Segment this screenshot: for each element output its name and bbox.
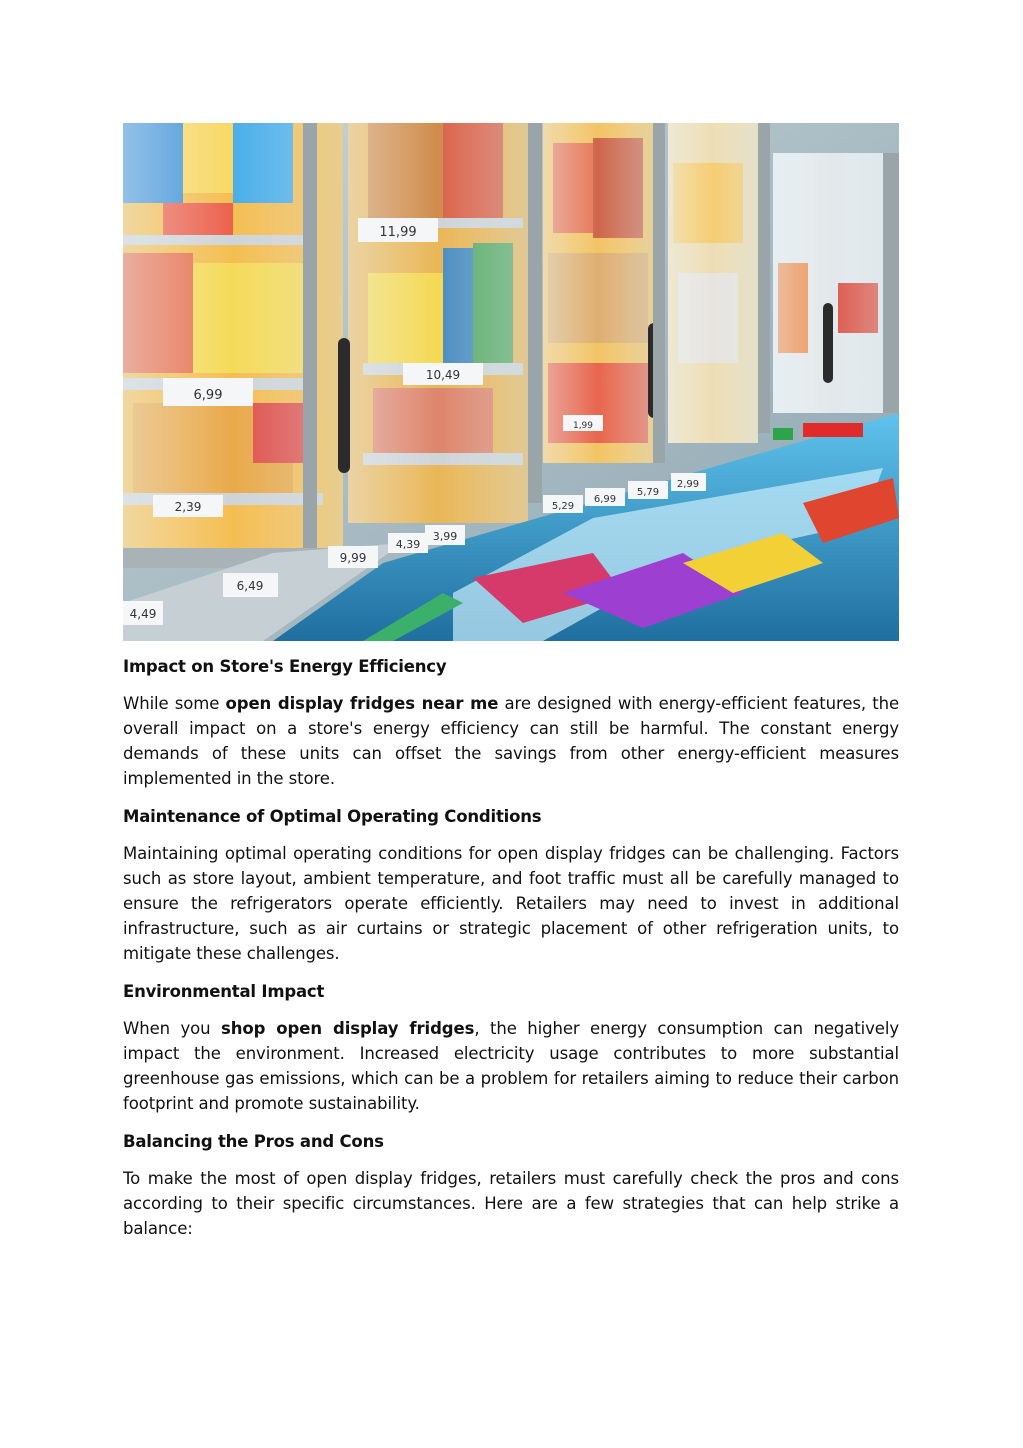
paragraph-text: Maintaining optimal operating conditions for open display fridges can be challenging. Factors such as store layout, ambient temperature, and foot traffic must all be carefully managed to ensure the refrigerators operate efficiently. Retailers may need to invest in additional infrastructure, such as air curtains or strategic placement of other refrigeration units, to mitigate these challenges. [123,844,899,963]
svg-text:1,99: 1,99 [572,421,594,431]
svg-text:6,49: 6,49 [236,579,264,593]
freezer-door-5 [773,153,899,413]
svg-text:6,99: 6,99 [193,388,223,403]
svg-text:4,49: 4,49 [129,607,157,621]
keyword-shop-open-display-fridges: shop open display fridges [221,1019,475,1038]
svg-text:2,39: 2,39 [174,500,202,514]
svg-text:11,99: 11,99 [379,225,417,240]
freezer-door-4 [668,123,770,443]
section-heading-balancing: Balancing the Pros and Cons [123,1132,384,1151]
svg-text:4,39: 4,39 [395,538,421,551]
svg-text:10,49: 10,49 [425,368,461,382]
paragraph-text: , the higher energy consumption can negatively impact the environment. Increased electricity usage contributes to more substantial greenhouse gas emissions, which can be a problem for retailers aiming to reduce their carbon footprint and promote sustainability. [123,1019,900,1113]
refrigerated-display-freezers-photo [123,123,899,641]
svg-text:6,99: 6,99 [593,494,617,505]
section-paragraph-balancing [123,1166,899,1241]
svg-text:3,99: 3,99 [432,530,458,543]
svg-text:5,29: 5,29 [551,501,575,512]
section-paragraph-maintenance [123,841,899,966]
svg-text:9,99: 9,99 [339,551,367,565]
keyword-open-display-fridges-near-me: open display fridges near me [225,694,499,713]
svg-text:5,79: 5,79 [636,487,660,498]
paragraph-text: While some [123,694,226,713]
section-heading-maintenance: Maintenance of Optimal Operating Conditions [123,807,542,826]
paragraph-text: To make the most of open display fridges, retailers must carefully check the pros and cons according to their specific circumstances. Here are a few strategies that can help strike a balance: [123,1169,899,1238]
section-heading-energy-efficiency: Impact on Store's Energy Efficiency [123,657,447,676]
article-body [123,654,899,1254]
freezer-door-2 [338,123,542,523]
svg-text:2,99: 2,99 [676,479,700,490]
freezer-door-3 [543,123,665,463]
section-heading-environmental-impact: Environmental Impact [123,982,325,1001]
paragraph-text: When you [123,1019,221,1038]
section-paragraph-energy-efficiency [123,691,899,791]
section-paragraph-environmental-impact [123,1016,899,1116]
paragraph-text: are designed with energy-efficient features, the overall impact on a store's energy efficiency can still be harmful. The constant energy demands of these units can offset the savings from other energy-efficient measures implemented in the store. [123,694,899,788]
